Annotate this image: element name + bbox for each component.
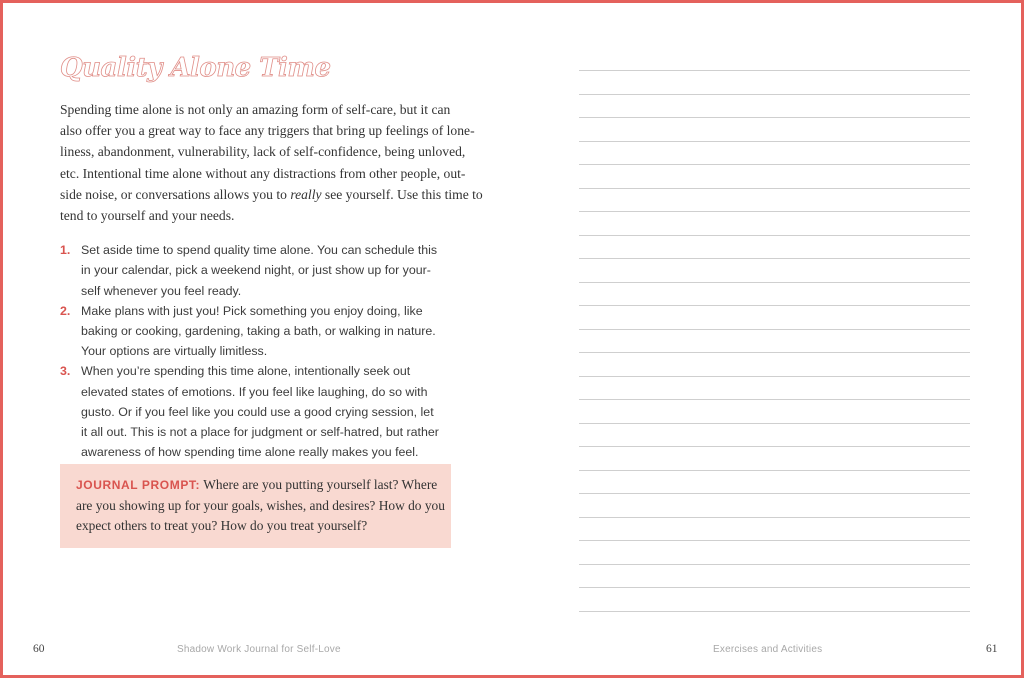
writing-line[interactable] xyxy=(579,517,970,541)
writing-line[interactable] xyxy=(579,282,970,306)
intro-emphasis: really xyxy=(290,186,322,202)
step-line: Make plans with just you! Pick something you enjoy doing, like xyxy=(81,303,423,318)
writing-line[interactable] xyxy=(579,117,970,141)
step-item xyxy=(60,301,452,362)
writing-line[interactable] xyxy=(579,446,970,470)
writing-line[interactable] xyxy=(579,258,970,282)
step-line: elevated states of emotions. If you feel like laughing, do so with xyxy=(81,384,428,399)
intro-text: side noise, or conversations allows you to xyxy=(60,186,291,202)
writing-line[interactable] xyxy=(579,564,970,588)
writing-line[interactable] xyxy=(579,399,970,423)
left-running-head: Shadow Work Journal for Self-Love xyxy=(177,644,341,655)
writing-line[interactable] xyxy=(579,94,970,118)
journal-writing-area[interactable] xyxy=(579,70,970,634)
step-number: 3. xyxy=(60,364,71,379)
prompt-line: expect others to treat you? How do you treat yourself? xyxy=(76,518,368,534)
intro-line: liness, abandonment, vulnerability, lack of self-confidence, being unloved, xyxy=(60,144,466,160)
step-line: When you’re spending this time alone, intentionally seek out xyxy=(81,364,411,379)
prompt-line: are you showing up for your goals, wishes, and desires? How do you xyxy=(76,497,445,513)
step-line: in your calendar, pick a weekend night, or just show up for your- xyxy=(81,263,431,278)
writing-line[interactable] xyxy=(579,164,970,188)
step-item xyxy=(60,240,452,301)
step-number: 2. xyxy=(60,303,71,318)
right-page-number: 61 xyxy=(986,643,998,655)
writing-line[interactable] xyxy=(579,470,970,494)
writing-line[interactable] xyxy=(579,352,970,376)
step-line: gusto. Or if you feel like you could use a good crying session, let xyxy=(81,404,434,419)
intro-line: Spending time alone is not only an amazing form of self-care, but it can xyxy=(60,102,451,117)
step-line: self whenever you feel ready. xyxy=(81,283,242,298)
writing-line[interactable] xyxy=(579,540,970,564)
writing-line[interactable] xyxy=(579,235,970,259)
step-number: 1. xyxy=(60,243,71,258)
journal-prompt-label: JOURNAL PROMPT: xyxy=(76,478,201,492)
step-line: awareness of how spending time alone really makes you feel. xyxy=(81,445,419,460)
writing-line[interactable] xyxy=(579,587,970,611)
intro-paragraph xyxy=(60,99,483,226)
step-line: Set aside time to spend quality time alone. You can schedule this xyxy=(81,243,438,258)
left-page xyxy=(60,51,483,462)
left-page-number: 60 xyxy=(33,643,45,655)
step-line: baking or cooking, gardening, taking a bath, or walking in nature. xyxy=(81,324,436,339)
step-line: it all out. This is not a place for judgment or self-hatred, but rather xyxy=(81,425,439,440)
page-title: Quality Alone Time xyxy=(60,53,331,83)
writing-line[interactable] xyxy=(579,70,970,94)
writing-line[interactable] xyxy=(579,611,970,635)
writing-line[interactable] xyxy=(579,305,970,329)
writing-line[interactable] xyxy=(579,376,970,400)
writing-line[interactable] xyxy=(579,211,970,235)
writing-line[interactable] xyxy=(579,141,970,165)
intro-line: etc. Intentional time alone without any distractions from other people, out- xyxy=(60,165,466,181)
writing-line[interactable] xyxy=(579,329,970,353)
prompt-line xyxy=(76,475,438,496)
step-item xyxy=(60,361,452,462)
right-running-head: Exercises and Activities xyxy=(713,644,823,655)
writing-line[interactable] xyxy=(579,423,970,447)
intro-line: tend to yourself and your needs. xyxy=(60,208,235,224)
prompt-text: Where are you putting yourself last? Where xyxy=(200,477,438,492)
intro-line xyxy=(60,184,483,205)
steps-list xyxy=(60,240,452,462)
intro-line: also offer you a great way to face any triggers that bring up feelings of lone- xyxy=(60,123,475,139)
writing-line[interactable] xyxy=(579,493,970,517)
journal-prompt-box xyxy=(60,464,451,548)
step-line: Your options are virtually limitless. xyxy=(81,344,268,359)
intro-text: see yourself. Use this time to xyxy=(321,186,483,202)
writing-line[interactable] xyxy=(579,188,970,212)
